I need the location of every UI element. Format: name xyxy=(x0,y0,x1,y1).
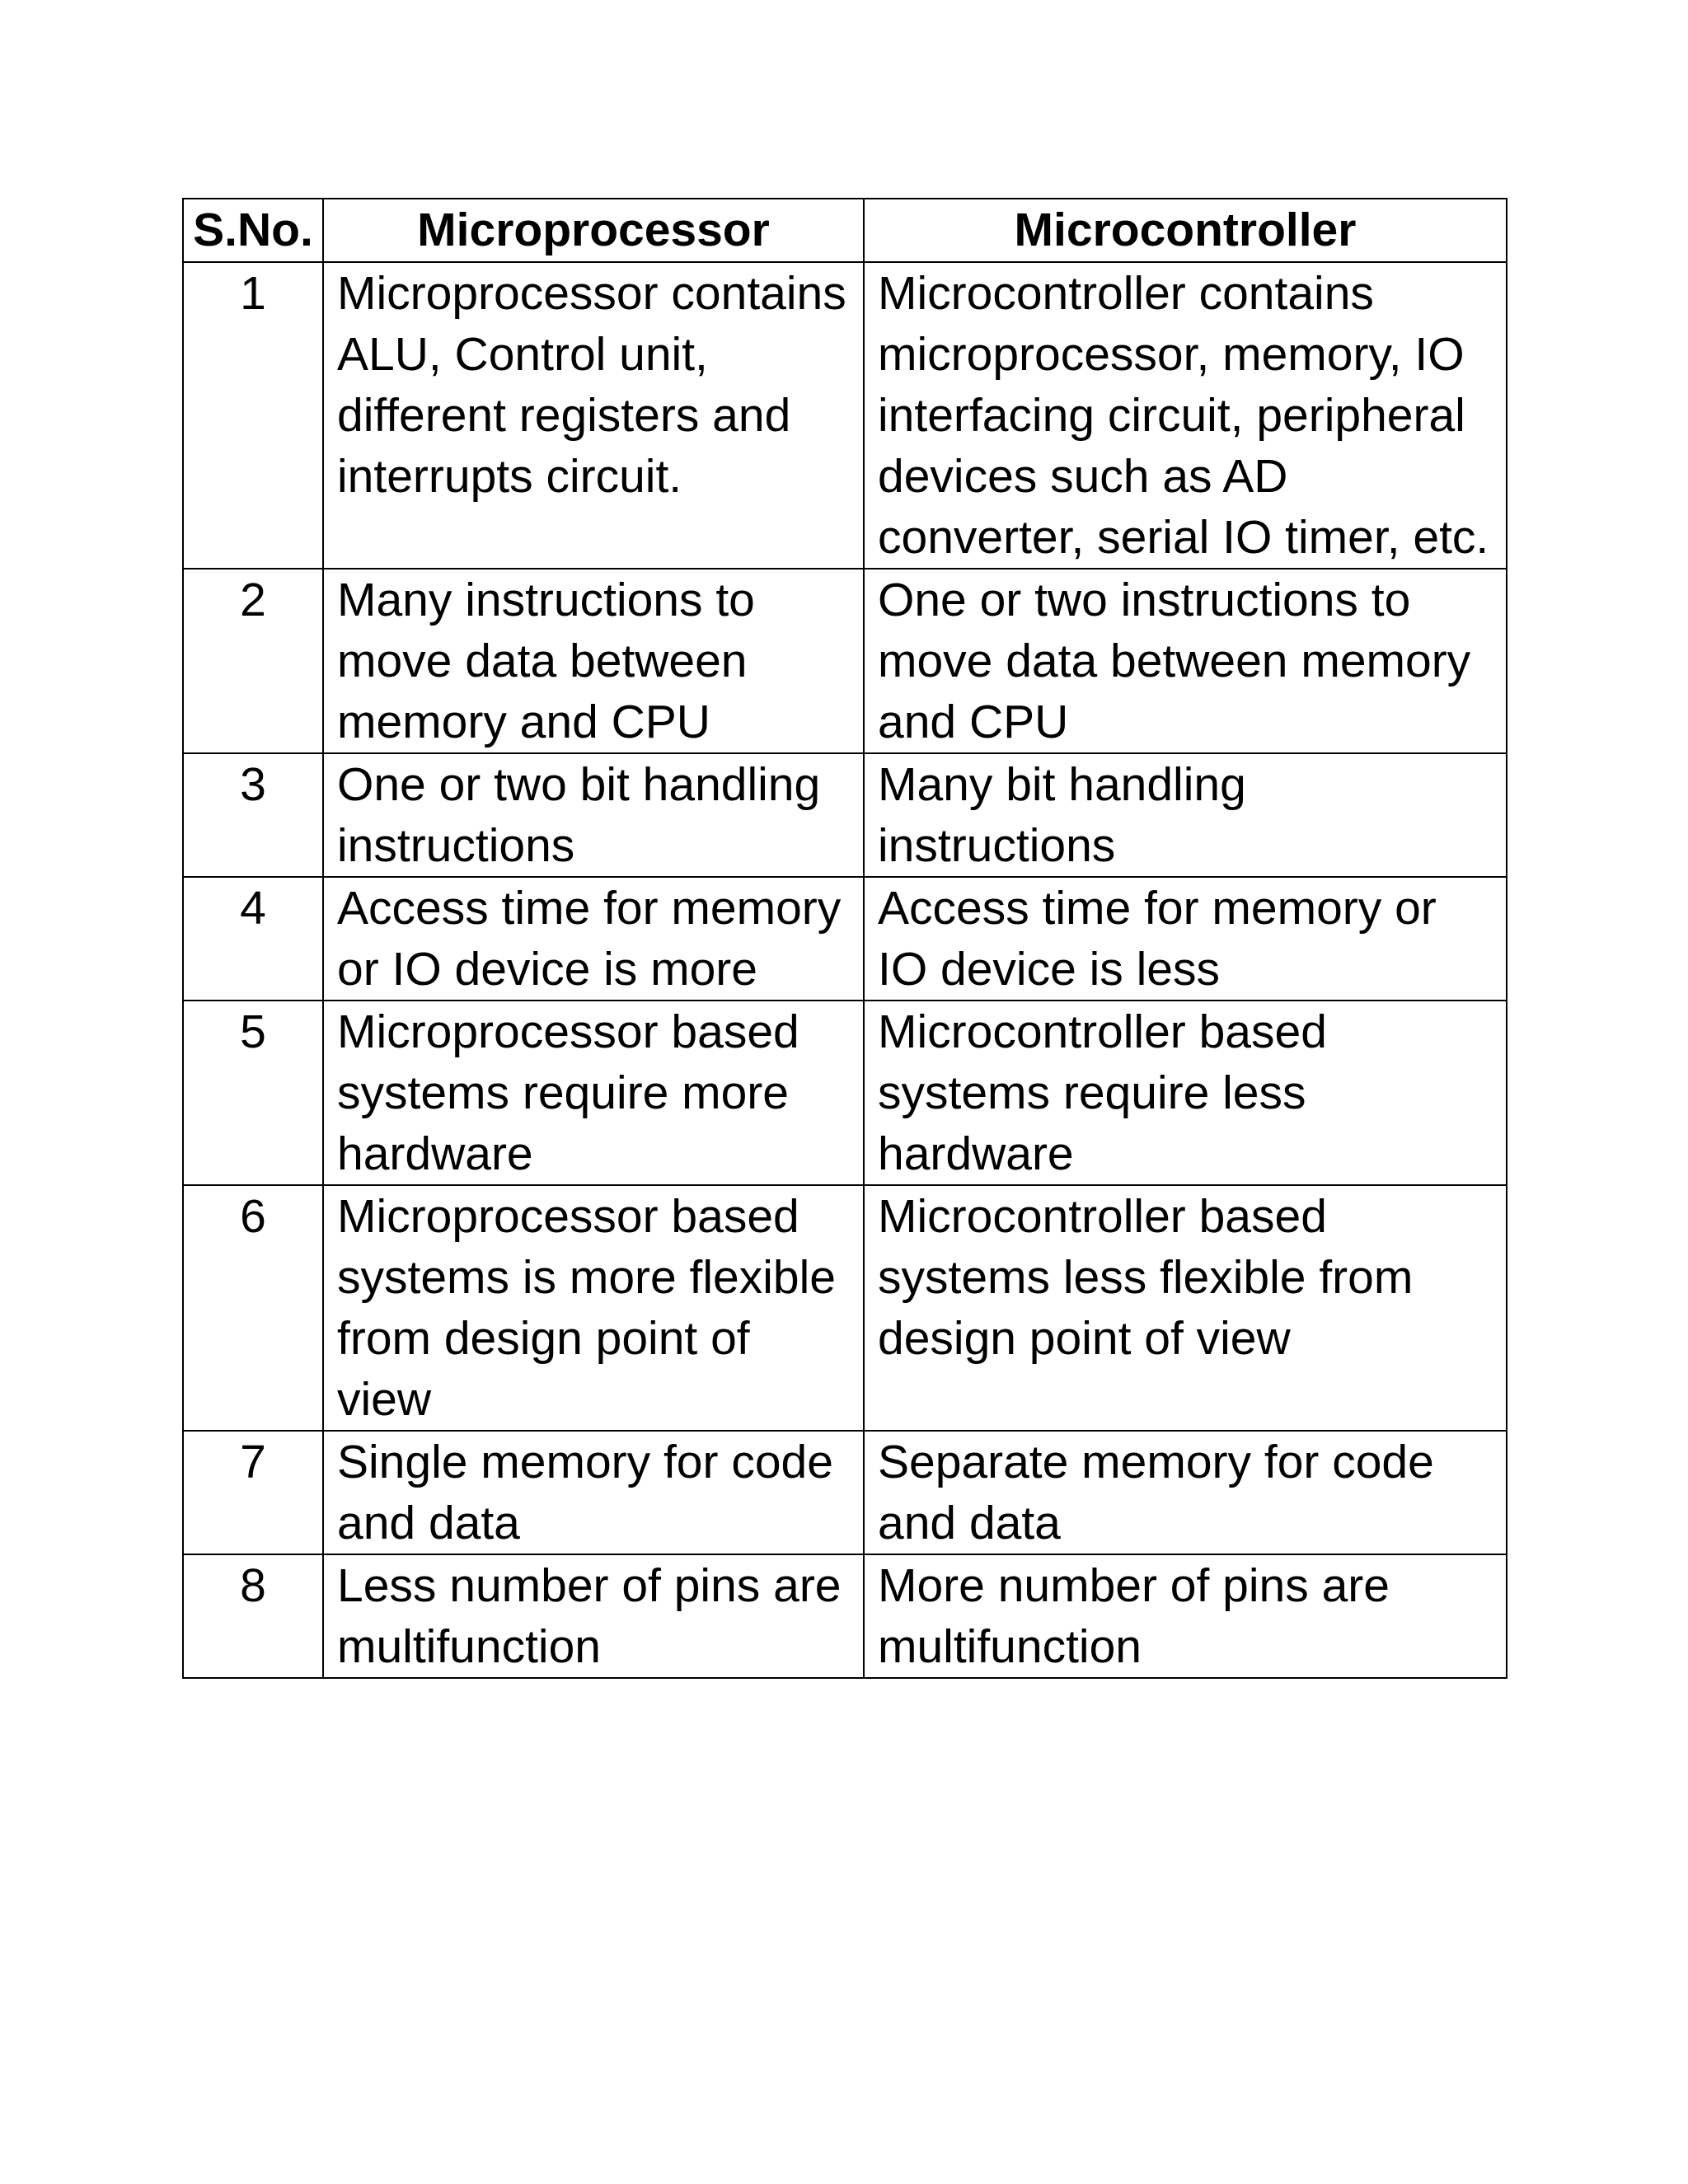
header-microcontroller: Microcontroller xyxy=(864,199,1507,262)
row-microprocessor: Microprocessor contains ALU, Control unit, different registers and interrupts circuit. xyxy=(323,262,864,569)
comparison-table xyxy=(182,198,1507,1679)
row-sno: 4 xyxy=(183,877,323,1001)
table-row xyxy=(183,1554,1507,1678)
table-row xyxy=(183,262,1507,569)
row-microcontroller: Microcontroller based systems require less hardware xyxy=(864,1001,1507,1185)
row-sno: 3 xyxy=(183,753,323,877)
row-sno: 7 xyxy=(183,1431,323,1554)
row-microprocessor: Microprocessor based systems is more flexible from design point of view xyxy=(323,1185,864,1431)
header-sno: S.No. xyxy=(183,199,323,262)
row-sno: 6 xyxy=(183,1185,323,1431)
row-microcontroller: One or two instructions to move data between memory and CPU xyxy=(864,569,1507,753)
row-sno: 1 xyxy=(183,262,323,569)
row-sno: 2 xyxy=(183,569,323,753)
row-sno: 5 xyxy=(183,1001,323,1185)
table-row xyxy=(183,877,1507,1001)
row-microprocessor: Less number of pins are multifunction xyxy=(323,1554,864,1678)
table-header-row xyxy=(183,199,1507,262)
row-microprocessor: Many instructions to move data between memory and CPU xyxy=(323,569,864,753)
row-microprocessor: One or two bit handling instructions xyxy=(323,753,864,877)
table-row xyxy=(183,1431,1507,1554)
row-microcontroller: More number of pins are multifunction xyxy=(864,1554,1507,1678)
row-microprocessor: Single memory for code and data xyxy=(323,1431,864,1554)
row-sno: 8 xyxy=(183,1554,323,1678)
table-row xyxy=(183,753,1507,877)
row-microcontroller: Many bit handling instructions xyxy=(864,753,1507,877)
row-microcontroller: Microcontroller contains microprocessor, memory, IO interfacing circuit, peripheral devices such as AD converter, serial IO timer, etc. xyxy=(864,262,1507,569)
table-row xyxy=(183,1001,1507,1185)
header-microprocessor: Microprocessor xyxy=(323,199,864,262)
row-microprocessor: Microprocessor based systems require more hardware xyxy=(323,1001,864,1185)
row-microcontroller: Microcontroller based systems less flexible from design point of view xyxy=(864,1185,1507,1431)
table-row xyxy=(183,569,1507,753)
row-microcontroller: Separate memory for code and data xyxy=(864,1431,1507,1554)
table-row xyxy=(183,1185,1507,1431)
row-microprocessor: Access time for memory or IO device is more xyxy=(323,877,864,1001)
row-microcontroller: Access time for memory or IO device is less xyxy=(864,877,1507,1001)
